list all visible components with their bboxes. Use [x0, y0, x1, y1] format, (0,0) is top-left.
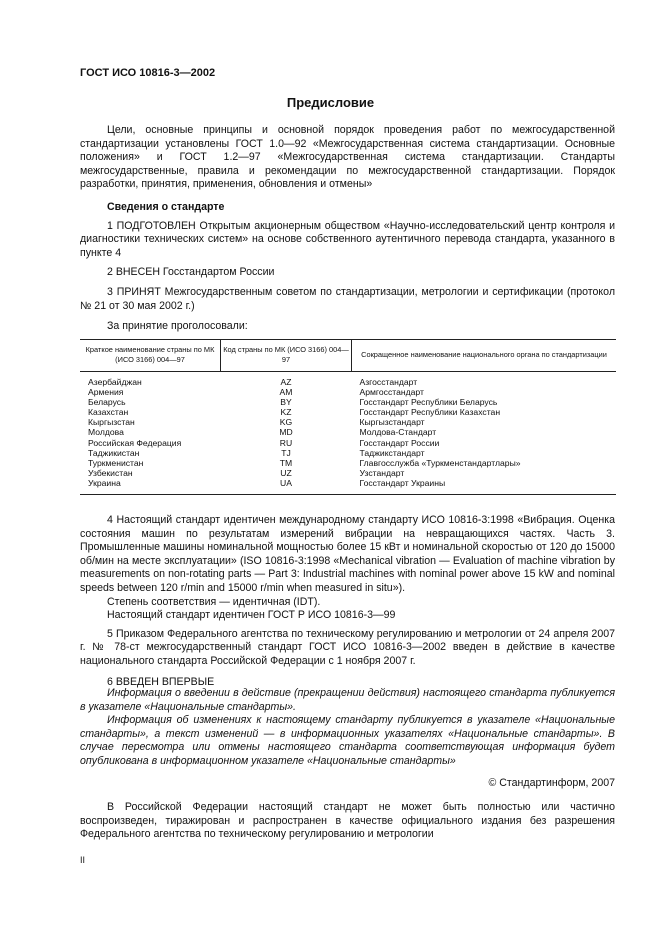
- column-header-code: Код страны по МК (ИСО 3166) 004—97: [221, 340, 352, 372]
- item-4-degree: Степень соответствия — идентичная (IDT).: [107, 595, 321, 608]
- body-cell: Госстандарт Республики Беларусь: [359, 397, 498, 408]
- document-header: ГОСТ ИСО 10816-3—2002: [80, 67, 216, 79]
- section-title: Сведения о стандарте: [107, 201, 225, 213]
- column-header-body: Сокращенное наименование национального органа по стандартизации: [352, 340, 617, 372]
- country-cell: Таджикистан: [88, 447, 140, 458]
- body-cell: Главгосслужба «Туркменстандартлары»: [359, 457, 521, 468]
- intro-paragraph: Цели, основные принципы и основной порядок проведения работ по межгосударственной стандартизации установлены ГОСТ 1.0—92 «Межгосударственная система стандартизации. Основные положения» и ГОСТ 1.2—97 «Межгосударственная система стандартизации. Стандарты межгосударственные, правила и рекомендации по межгосударственной стандартизации. Порядок разработки, принятия, применения, обновления и отмены»: [80, 124, 615, 191]
- body-cell: Молдова-Стандарт: [359, 427, 437, 438]
- body-cell: Таджикстандарт: [359, 447, 425, 458]
- item-2-paragraph: 2 ВНЕСЕН Госстандартом России: [107, 266, 275, 279]
- table-row: [80, 427, 616, 437]
- info-paragraph-2: Информация об изменениях к настоящему стандарту публикуется в указателе «Национальные стандарты», а текст изменений — в информационных указателях «Национальные стандарты». В случае пересмотра или отмены настоящего стандарта соответствующая информация будет опубликована в информационном указателе «Национальные стандарты»: [80, 714, 615, 767]
- column-header-country: Краткое наименование страны по МК (ИСО 3166) 004—97: [80, 340, 221, 372]
- final-paragraph: В Российской Федерации настоящий стандарт не может быть полностью или частично воспроизведен, тиражирован и распространен в качестве официального издания без разрешения Федерального агентства по техническому регулированию и метрологии: [80, 801, 615, 841]
- code-cell: UZ: [280, 467, 292, 478]
- intro-block: [80, 124, 615, 192]
- body-cell: Кыргызстандарт: [359, 417, 425, 428]
- item-3-paragraph: 3 ПРИНЯТ Межгосударственным советом по стандартизации, метрологии и сертификации (протокол № 21 от 30 мая 2002 г.): [80, 285, 615, 312]
- body-cell: Госстандарт Украины: [352, 478, 617, 495]
- table-row: [80, 387, 616, 397]
- country-cell: Украина: [80, 478, 221, 495]
- item-1-paragraph: 1 ПОДГОТОВЛЕН Открытым акционерным обществом «Научно-исследовательский центр контроля и диагностики технических систем» на основе собственного аутентичного перевода стандарта, указанного в пункте 4: [80, 219, 615, 259]
- code-cell: UA: [221, 478, 352, 495]
- code-cell: KG: [279, 417, 293, 428]
- table-row: [80, 438, 616, 448]
- table-row: [80, 448, 616, 458]
- item-5-paragraph: 5 Приказом Федерального агентства по техническому регулированию и метрологии от 24 апреля 2007 г. № 78-ст межгосударственный стандарт ГОСТ ИСО 10816-3—2002 введен в действие в качестве национального стандарта Российской Федерации с 1 ноября 2007 г.: [80, 627, 615, 667]
- country-cell: Кыргызстан: [88, 417, 135, 428]
- item-4-identical: Настоящий стандарт идентичен ГОСТ Р ИСО 10816-3—99: [107, 609, 396, 622]
- country-cell: Узбекистан: [88, 467, 133, 478]
- country-cell: Туркменистан: [88, 457, 144, 468]
- item-6-paragraph: 6 ВВЕДЕН ВПЕРВЫЕ: [107, 675, 215, 688]
- table-row: [80, 397, 616, 407]
- code-cell: TJ: [281, 447, 291, 458]
- publication-info-block: [80, 687, 615, 769]
- country-cell: Казахстан: [88, 407, 129, 418]
- country-cell: Молдова: [88, 427, 124, 438]
- copyright-line: © Стандартинформ, 2007: [488, 777, 615, 789]
- page-title: Предисловие: [286, 95, 375, 110]
- country-cell: Беларусь: [88, 397, 126, 408]
- item-4-paragraph: 4 Настоящий стандарт идентичен международному стандарту ИСО 10816-3:1998 «Вибрация. Оценка состояния машин по результатам измерений вибрации на невращающихся частях. Часть 3. Промышленные машины номинальной мощностью более 15 кВт и номинальной скоростью от 120 до 15000 об/мин на месте эксплуатации» (ISO 10816-3:1998 «Mechanical vibration — Evaluation of machine vibration by measurements on non-rotating parts — Part 3: Industrial machines with nominal power above 15 kW and nominal speeds between 120 r/min and 15000 r/min when measured in situ»).: [80, 514, 615, 594]
- final-note-block: [80, 801, 615, 842]
- body-cell: Узстандарт: [359, 467, 405, 478]
- code-cell: TM: [279, 457, 293, 468]
- table-row: [80, 478, 616, 495]
- country-cell: Азербайджан: [88, 377, 142, 387]
- body-cell: Азгосстандарт: [359, 377, 418, 387]
- voting-table: [80, 339, 616, 495]
- item-4-block: [80, 514, 615, 689]
- country-cell: Российская Федерация: [88, 437, 182, 448]
- table-row: [80, 417, 616, 427]
- body-cell: Госстандарт России: [359, 437, 440, 448]
- country-cell: Армения: [88, 387, 124, 398]
- code-cell: RU: [279, 437, 293, 448]
- table-row: [80, 372, 616, 388]
- table-row: [80, 468, 616, 478]
- code-cell: KZ: [280, 407, 292, 418]
- page-number: II: [80, 855, 86, 865]
- vote-caption: За принятие проголосовали:: [107, 320, 248, 333]
- code-cell: MD: [279, 427, 293, 438]
- code-cell: AM: [279, 387, 293, 398]
- table-row: [80, 458, 616, 468]
- table-header-row: [80, 340, 616, 372]
- table-row: [80, 407, 616, 417]
- code-cell: AZ: [280, 377, 292, 387]
- standard-info-block: [80, 201, 615, 334]
- info-paragraph-1: Информация о введении в действие (прекращении действия) настоящего стандарта публикуется в указателе «Национальные стандарты».: [80, 687, 615, 713]
- table-body: [80, 372, 616, 495]
- body-cell: Госстандарт Республики Казахстан: [359, 407, 501, 418]
- code-cell: BY: [280, 397, 292, 408]
- body-cell: Армгосстандарт: [359, 387, 424, 398]
